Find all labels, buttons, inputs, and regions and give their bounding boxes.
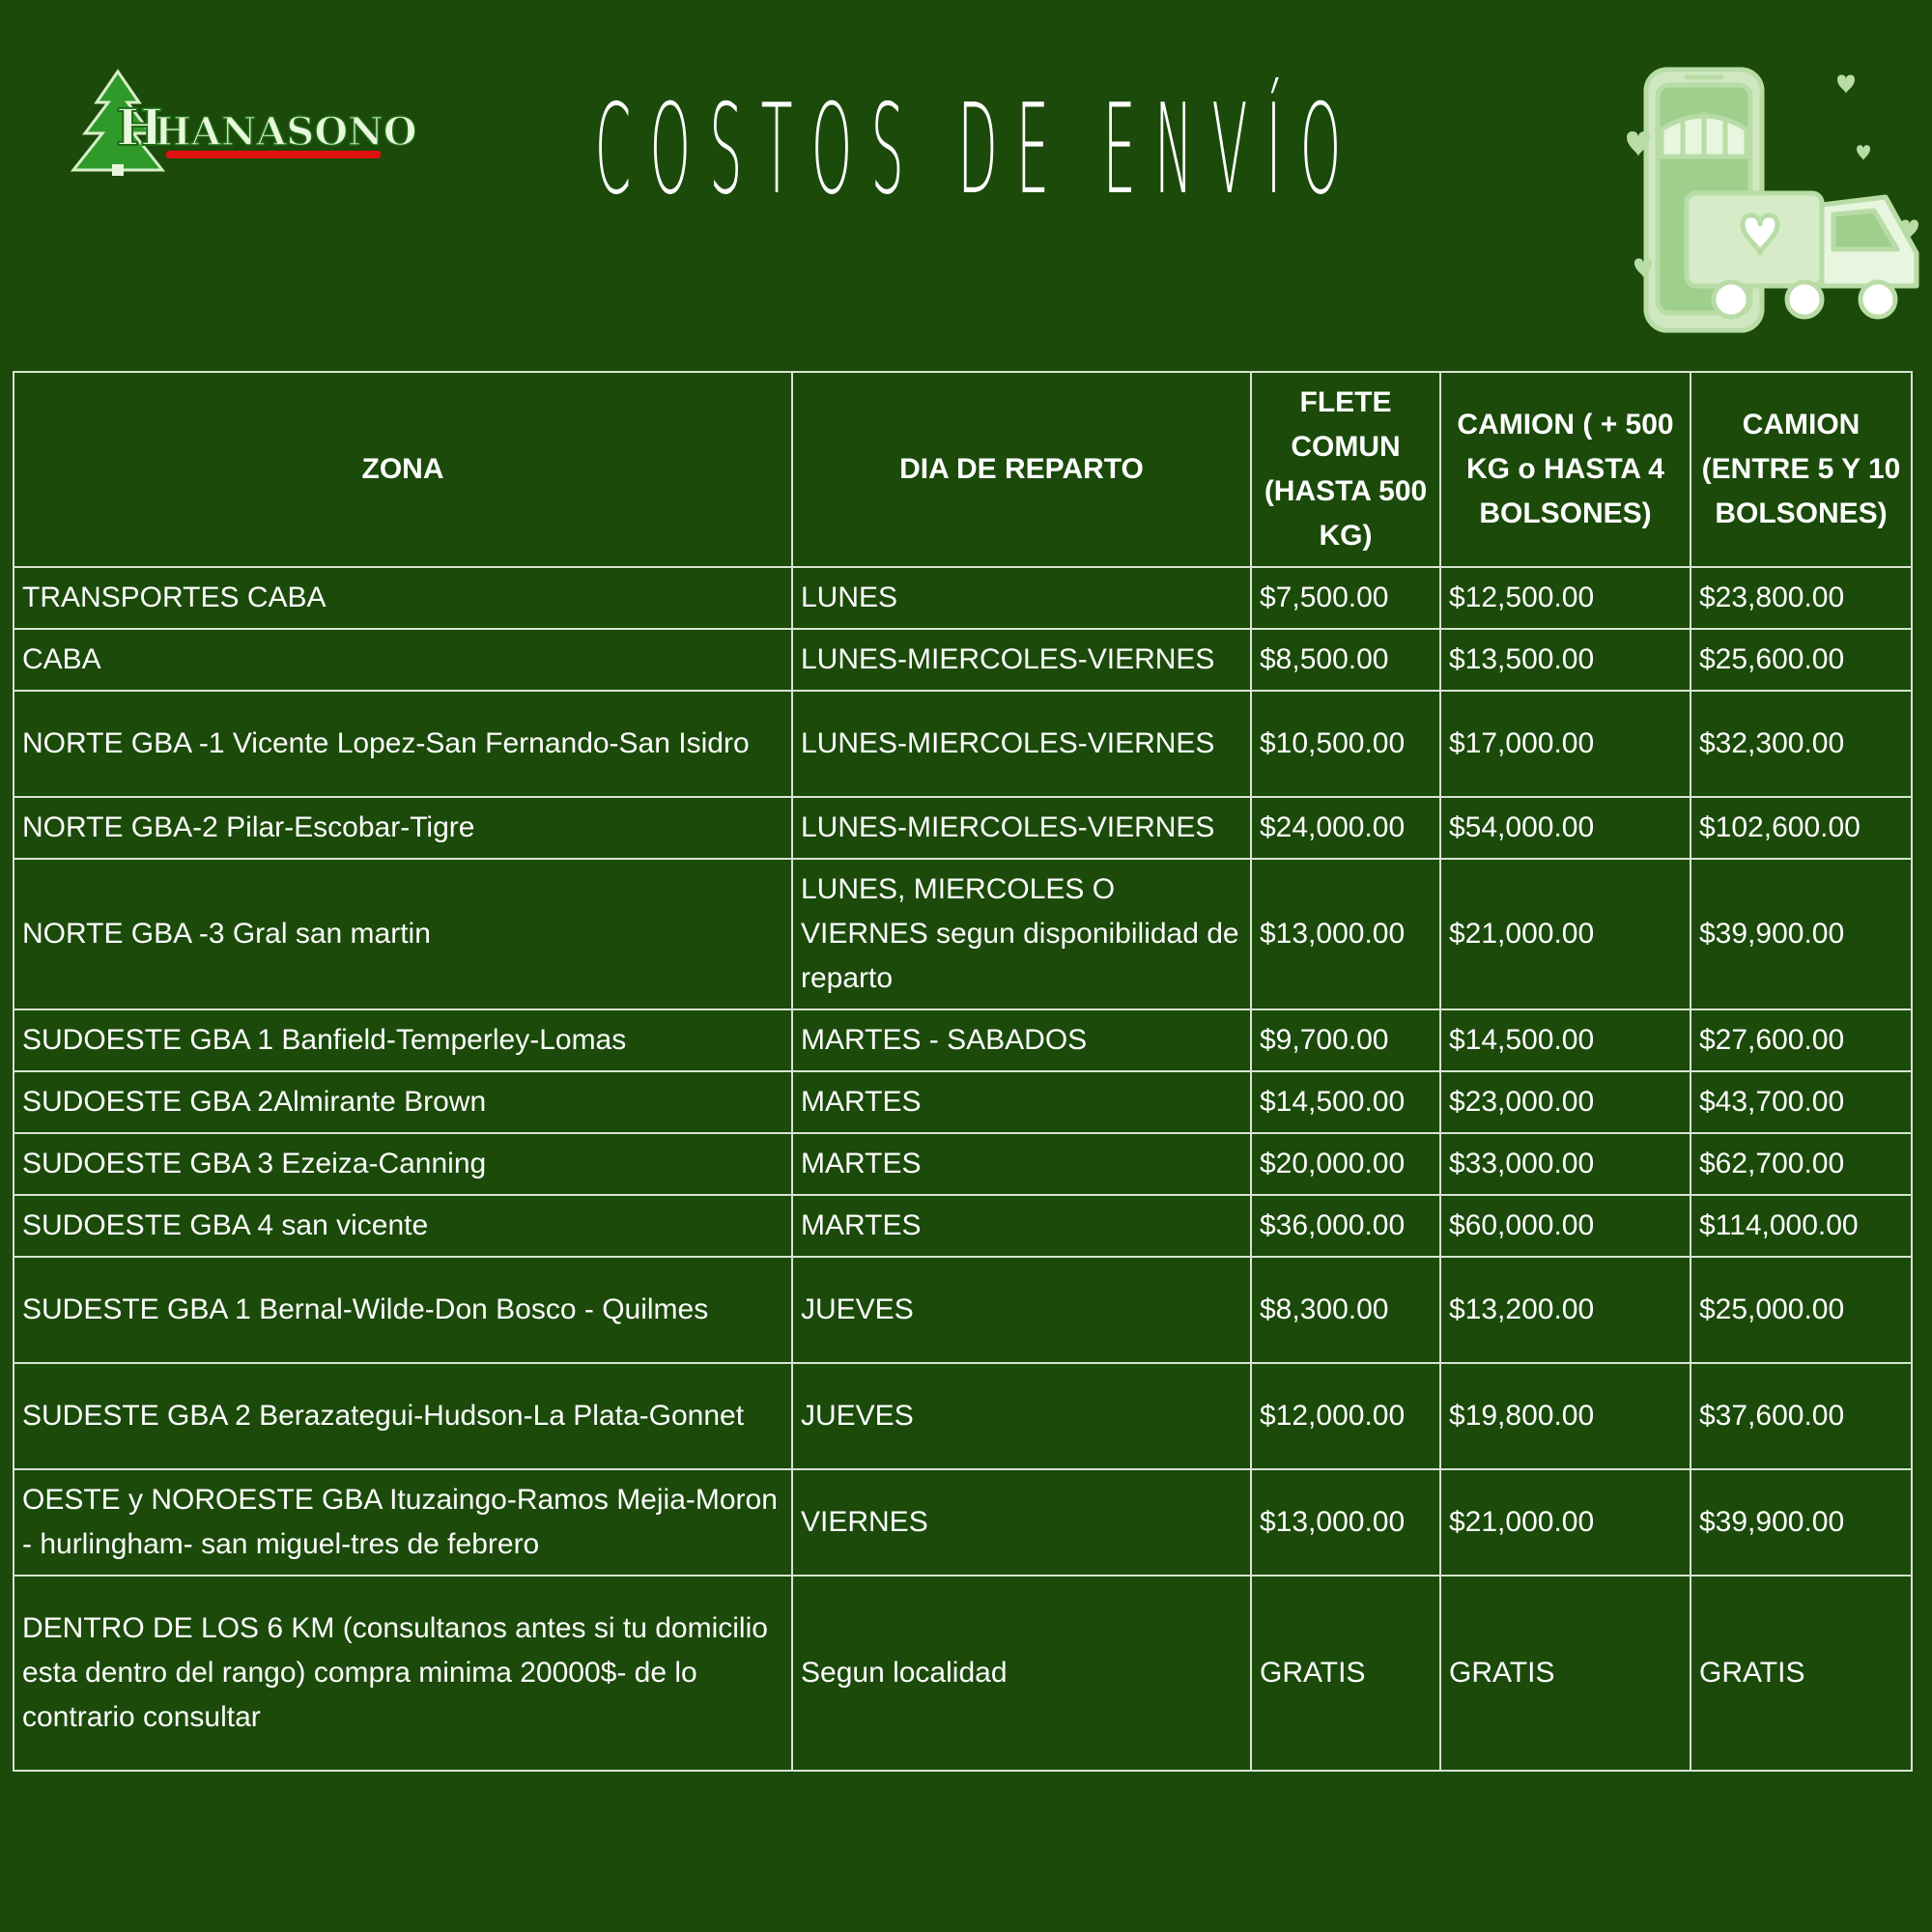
header-flete-comun: FLETE COMUN (HASTA 500 KG) (1251, 372, 1440, 567)
table-row (14, 1009, 1912, 1071)
cell-camion: $54,000.00 (1440, 797, 1690, 859)
svg-text:H: H (116, 99, 164, 157)
header-camion-500kg: CAMION ( + 500 KG o HASTA 4 BOLSONES) (1440, 372, 1690, 567)
table-row (14, 1195, 1912, 1257)
cell-flete: $9,700.00 (1251, 1009, 1440, 1071)
cell-camion-bolsones: $32,300.00 (1690, 691, 1912, 797)
cell-camion: $19,800.00 (1440, 1363, 1690, 1469)
cell-dia: MARTES - SABADOS (792, 1009, 1251, 1071)
header-dia-de-reparto: DIA DE REPARTO (792, 372, 1251, 567)
cell-dia: MARTES (792, 1133, 1251, 1195)
logo-text: HANASONO (155, 109, 417, 155)
cell-dia: VIERNES (792, 1469, 1251, 1576)
cell-camion: $60,000.00 (1440, 1195, 1690, 1257)
cell-camion-bolsones: $27,600.00 (1690, 1009, 1912, 1071)
cell-flete: $24,000.00 (1251, 797, 1440, 859)
cell-dia: MARTES (792, 1195, 1251, 1257)
header-zona: ZONA (14, 372, 792, 567)
delivery-truck-phone-icon (1615, 60, 1924, 342)
cell-flete: $8,500.00 (1251, 629, 1440, 691)
table-header-row (14, 372, 1912, 567)
hanasono-logo[interactable] (60, 64, 417, 180)
cell-camion: $17,000.00 (1440, 691, 1690, 797)
cell-camion: $23,000.00 (1440, 1071, 1690, 1133)
table-row (14, 691, 1912, 797)
cell-camion: $33,000.00 (1440, 1133, 1690, 1195)
cell-zona: CABA (14, 629, 792, 691)
cell-camion-bolsones: $25,600.00 (1690, 629, 1912, 691)
cell-flete: $20,000.00 (1251, 1133, 1440, 1195)
cell-flete: GRATIS (1251, 1576, 1440, 1771)
cell-camion-bolsones: $39,900.00 (1690, 859, 1912, 1009)
cell-flete: $7,500.00 (1251, 567, 1440, 629)
cell-zona: SUDESTE GBA 1 Bernal-Wilde-Don Bosco - Quilmes (14, 1257, 792, 1363)
cell-dia: LUNES, MIERCOLES O VIERNES segun disponibilidad de reparto (792, 859, 1251, 1009)
cell-camion: $14,500.00 (1440, 1009, 1690, 1071)
cell-camion-bolsones: GRATIS (1690, 1576, 1912, 1771)
table-row (14, 1363, 1912, 1469)
cell-camion-bolsones: $37,600.00 (1690, 1363, 1912, 1469)
cell-dia: LUNES-MIERCOLES-VIERNES (792, 691, 1251, 797)
page-title: COSTOS DE ENVÍO (594, 78, 1360, 222)
cell-zona: SUDOESTE GBA 3 Ezeiza-Canning (14, 1133, 792, 1195)
cell-camion-bolsones: $25,000.00 (1690, 1257, 1912, 1363)
cell-zona: NORTE GBA -3 Gral san martin (14, 859, 792, 1009)
logo-graphic (60, 64, 417, 180)
table-row (14, 1071, 1912, 1133)
cell-zona: NORTE GBA -1 Vicente Lopez-San Fernando-San Isidro (14, 691, 792, 797)
table-row (14, 859, 1912, 1009)
cell-camion: $12,500.00 (1440, 567, 1690, 629)
cell-flete: $13,000.00 (1251, 1469, 1440, 1576)
table-row (14, 629, 1912, 691)
cell-dia: LUNES-MIERCOLES-VIERNES (792, 797, 1251, 859)
cell-flete: $36,000.00 (1251, 1195, 1440, 1257)
table-row (14, 797, 1912, 859)
cell-camion-bolsones: $114,000.00 (1690, 1195, 1912, 1257)
cell-camion-bolsones: $39,900.00 (1690, 1469, 1912, 1576)
cell-flete: $8,300.00 (1251, 1257, 1440, 1363)
table-row (14, 1257, 1912, 1363)
cell-dia: LUNES (792, 567, 1251, 629)
table-row (14, 1576, 1912, 1771)
cell-zona: NORTE GBA-2 Pilar-Escobar-Tigre (14, 797, 792, 859)
table-row (14, 1469, 1912, 1576)
cell-flete: $13,000.00 (1251, 859, 1440, 1009)
cell-flete: $14,500.00 (1251, 1071, 1440, 1133)
cell-camion: GRATIS (1440, 1576, 1690, 1771)
cell-flete: $12,000.00 (1251, 1363, 1440, 1469)
cell-zona: SUDOESTE GBA 4 san vicente (14, 1195, 792, 1257)
cell-camion-bolsones: $43,700.00 (1690, 1071, 1912, 1133)
cell-zona: SUDOESTE GBA 1 Banfield-Temperley-Lomas (14, 1009, 792, 1071)
cell-camion-bolsones: $102,600.00 (1690, 797, 1912, 859)
cell-dia: LUNES-MIERCOLES-VIERNES (792, 629, 1251, 691)
shipping-cost-table (13, 371, 1913, 1772)
cell-dia: JUEVES (792, 1363, 1251, 1469)
cell-flete: $10,500.00 (1251, 691, 1440, 797)
cell-dia: Segun localidad (792, 1576, 1251, 1771)
cell-zona: OESTE y NOROESTE GBA Ituzaingo-Ramos Mejia-Moron - hurlingham- san miguel-tres de febrero (14, 1469, 792, 1576)
cell-zona: DENTRO DE LOS 6 KM (consultanos antes si tu domicilio esta dentro del rango) compra minima 20000$- de lo contrario consultar (14, 1576, 792, 1771)
cell-camion-bolsones: $62,700.00 (1690, 1133, 1912, 1195)
cell-zona: TRANSPORTES CABA (14, 567, 792, 629)
cell-camion: $13,500.00 (1440, 629, 1690, 691)
table-row (14, 1133, 1912, 1195)
table-row (14, 567, 1912, 629)
cell-camion-bolsones: $23,800.00 (1690, 567, 1912, 629)
cell-dia: MARTES (792, 1071, 1251, 1133)
cell-dia: JUEVES (792, 1257, 1251, 1363)
cell-camion: $21,000.00 (1440, 1469, 1690, 1576)
cell-camion: $21,000.00 (1440, 859, 1690, 1009)
cell-zona: SUDESTE GBA 2 Berazategui-Hudson-La Plata-Gonnet (14, 1363, 792, 1469)
cell-zona: SUDOESTE GBA 2Almirante Brown (14, 1071, 792, 1133)
header-camion-bolsones: CAMION (ENTRE 5 Y 10 BOLSONES) (1690, 372, 1912, 567)
cell-camion: $13,200.00 (1440, 1257, 1690, 1363)
